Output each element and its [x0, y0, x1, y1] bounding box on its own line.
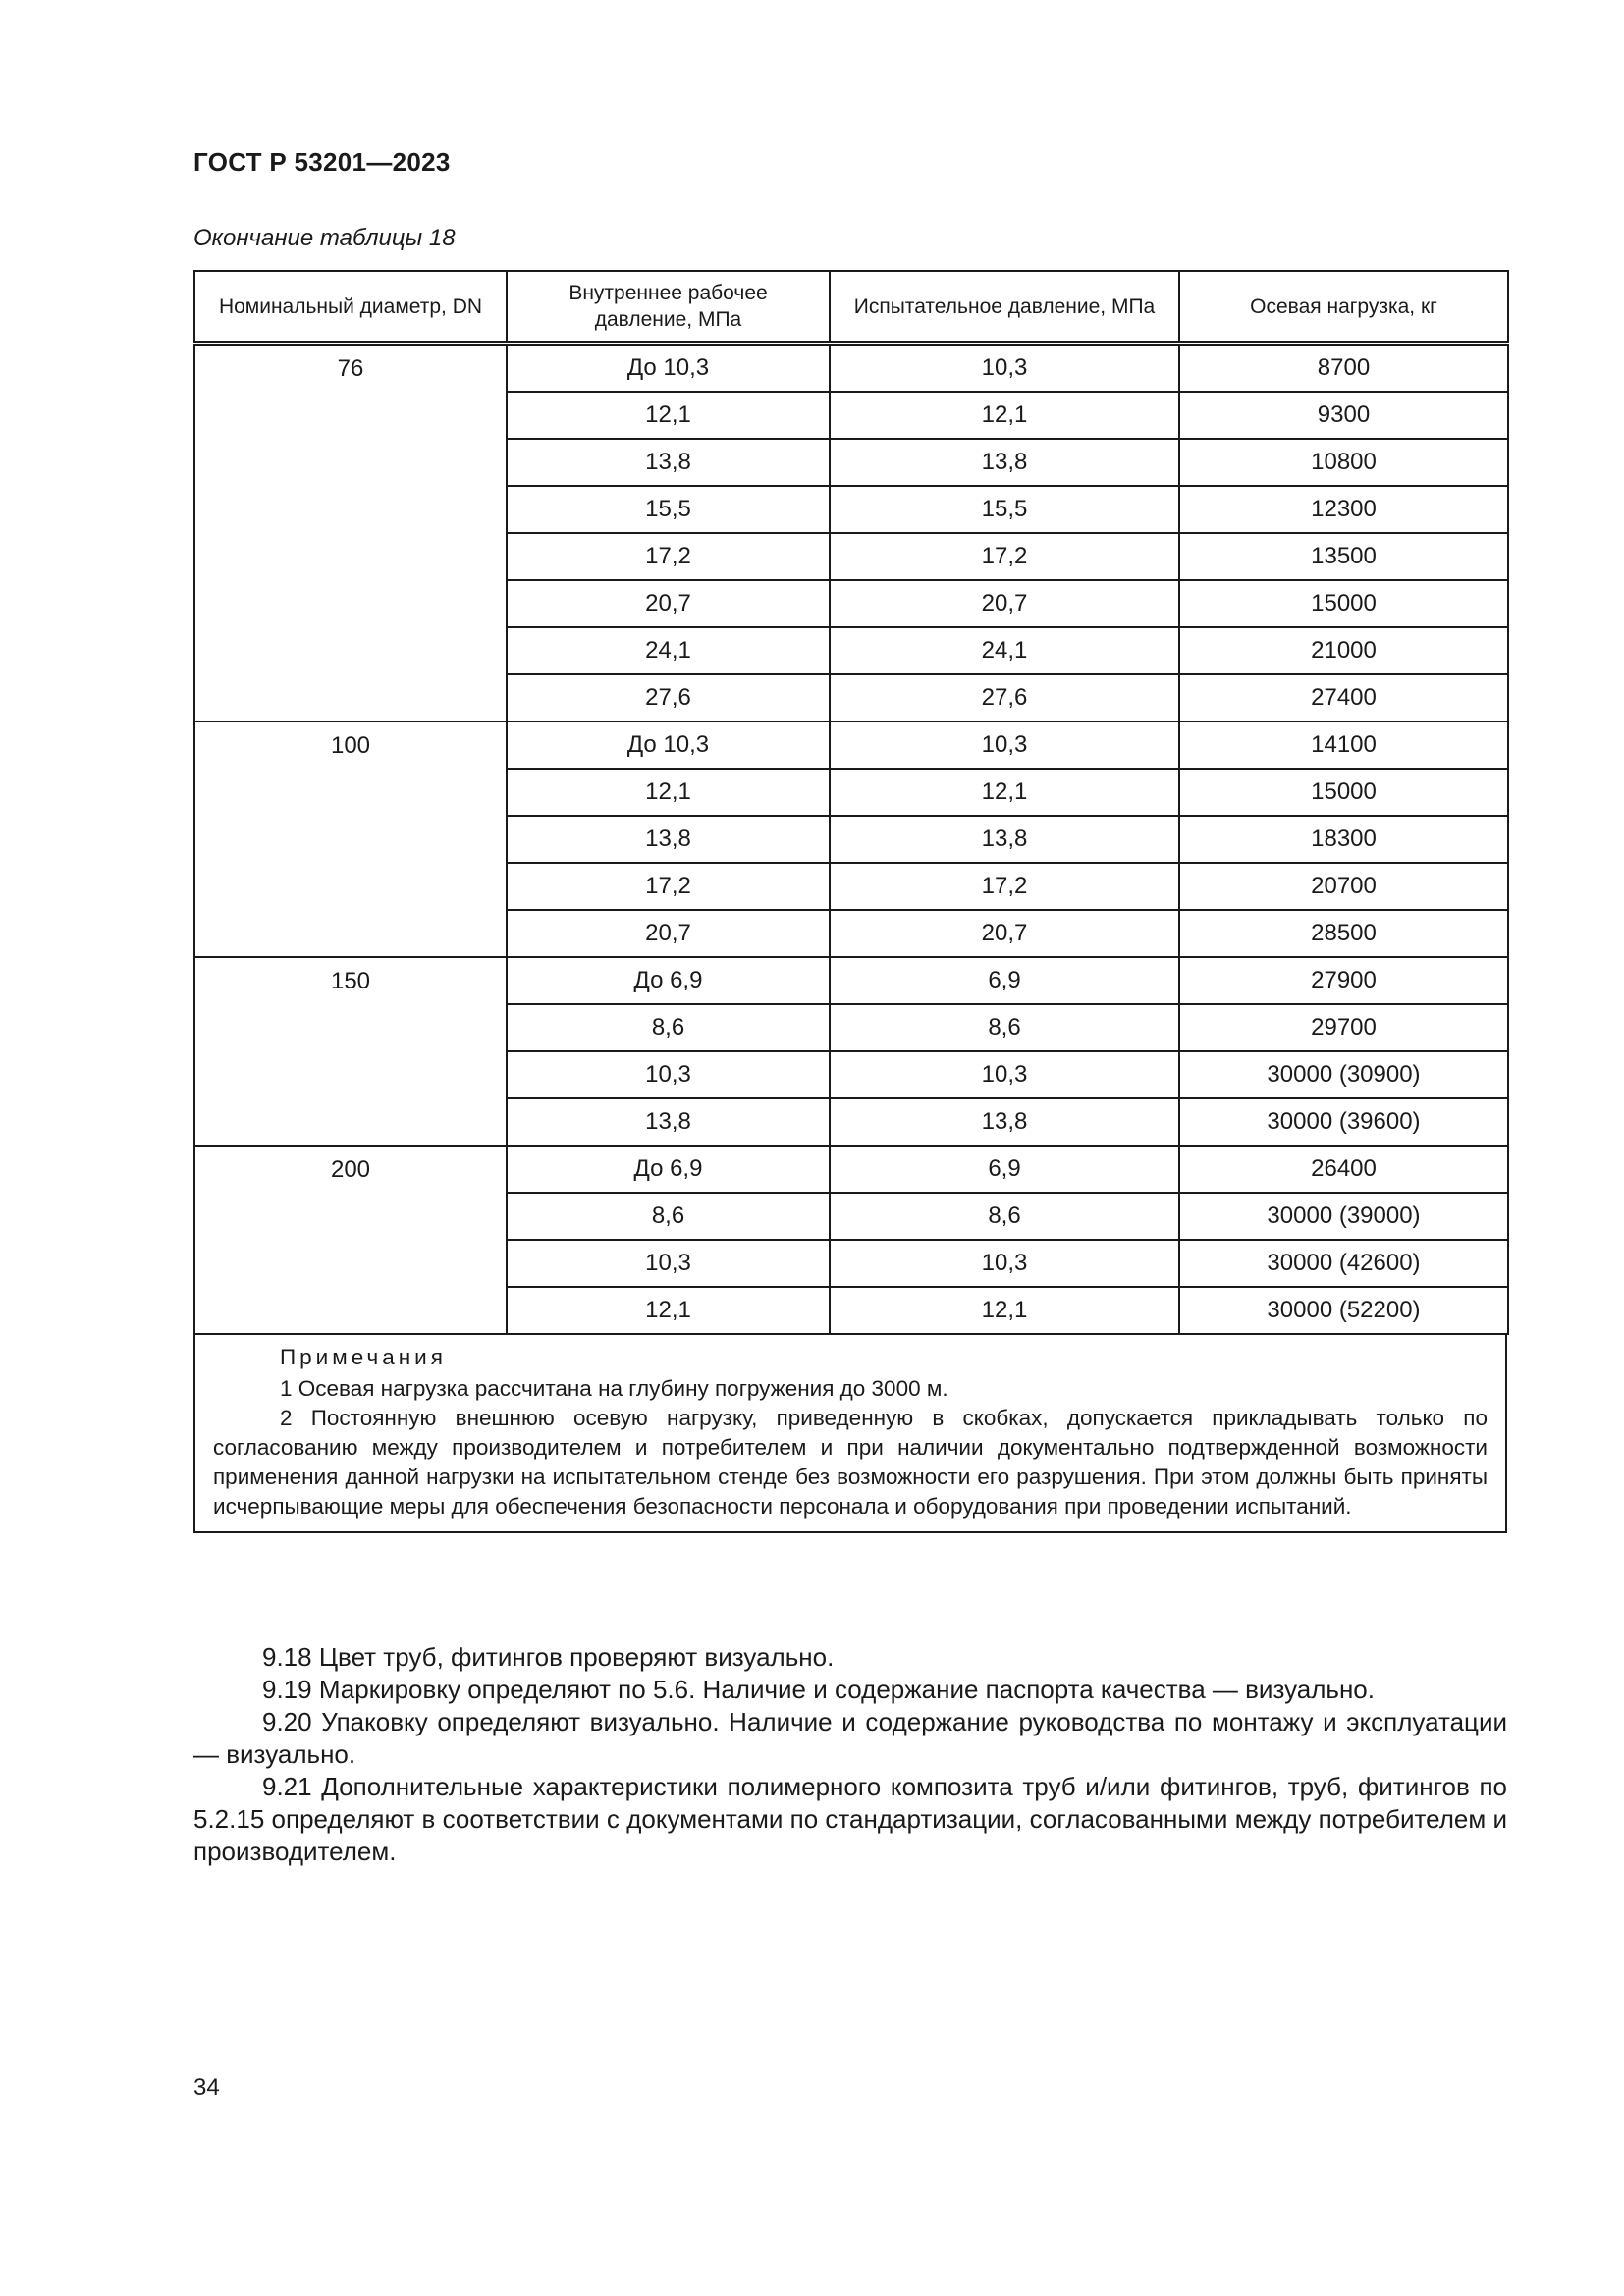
paragraph-9-21: 9.21 Дополнительные характеристики полимерного композита труб и/или фитингов, труб, фитингов по 5.2.15 определяют в соответствии с документами по стандартизации, согласованными между потребителем и производителем.: [193, 1772, 1507, 1866]
cell-axial-load: 30000 (52200): [1179, 1287, 1508, 1334]
cell-working-pressure: 20,7: [507, 910, 830, 957]
cell-test-pressure: 20,7: [830, 580, 1179, 627]
column-header-diameter: Номинальный диаметр, DN: [194, 271, 507, 344]
paragraph-9-20: 9.20 Упаковку определяют визуально. Наличие и содержание руководства по монтажу и эксплуатации — визуально.: [193, 1707, 1507, 1769]
cell-test-pressure: 17,2: [830, 863, 1179, 910]
note-item: 2 Постоянную внешнюю осевую нагрузку, приведенную в скобках, допускается прикладывать только по согласованию между производителем и потребителем и при наличии документально подтвержденной возможности применения данной нагрузки на испытательном стенде без возможности его разрушения. При этом должны быть приняты исчерпывающие меры для обеспечения безопасности персонала и оборудования при проведении испытаний.: [213, 1406, 1488, 1519]
cell-test-pressure: 6,9: [830, 957, 1179, 1004]
cell-test-pressure: 8,6: [830, 1004, 1179, 1051]
cell-working-pressure: 12,1: [507, 769, 830, 816]
cell-test-pressure: 12,1: [830, 769, 1179, 816]
table-row: [194, 344, 1508, 393]
table-caption: Окончание таблицы 18: [193, 225, 456, 251]
column-header-axial-load: Осевая нагрузка, кг: [1179, 271, 1508, 344]
notes-title: Примечания: [280, 1345, 447, 1369]
cell-test-pressure: 17,2: [830, 533, 1179, 580]
table-18-continuation: [193, 270, 1507, 1533]
cell-test-pressure: 10,3: [830, 721, 1179, 769]
cell-working-pressure: 13,8: [507, 816, 830, 863]
cell-axial-load: 20700: [1179, 863, 1508, 910]
cell-axial-load: 21000: [1179, 627, 1508, 674]
cell-working-pressure: До 10,3: [507, 721, 830, 769]
cell-axial-load: 12300: [1179, 486, 1508, 533]
cell-working-pressure: До 10,3: [507, 344, 830, 393]
cell-axial-load: 9300: [1179, 392, 1508, 439]
table-row: [194, 721, 1508, 769]
page-number: 34: [193, 2074, 220, 2101]
cell-working-pressure: 17,2: [507, 863, 830, 910]
cell-axial-load: 30000 (39000): [1179, 1193, 1508, 1240]
cell-nominal-diameter: 200: [194, 1146, 507, 1334]
cell-working-pressure: До 6,9: [507, 1146, 830, 1193]
paragraph-9-19: 9.19 Маркировку определяют по 5.6. Наличие и содержание паспорта качества — визуально.: [262, 1675, 1375, 1704]
document-id-header: ГОСТ Р 53201—2023: [193, 147, 451, 177]
cell-test-pressure: 10,3: [830, 1240, 1179, 1287]
cell-working-pressure: 10,3: [507, 1051, 830, 1098]
cell-nominal-diameter: 100: [194, 721, 507, 957]
cell-test-pressure: 27,6: [830, 674, 1179, 721]
table-row: [194, 957, 1508, 1004]
cell-test-pressure: 8,6: [830, 1193, 1179, 1240]
column-header-working-pressure: Внутреннее рабочее давление, МПа: [507, 271, 830, 344]
cell-test-pressure: 10,3: [830, 344, 1179, 393]
paragraph-9-18: 9.18 Цвет труб, фитингов проверяют визуально.: [262, 1642, 835, 1672]
cell-working-pressure: 20,7: [507, 580, 830, 627]
cell-axial-load: 13500: [1179, 533, 1508, 580]
table-notes: [193, 1335, 1507, 1533]
cell-axial-load: 27900: [1179, 957, 1508, 1004]
cell-working-pressure: 27,6: [507, 674, 830, 721]
cell-working-pressure: 8,6: [507, 1193, 830, 1240]
cell-working-pressure: 15,5: [507, 486, 830, 533]
cell-test-pressure: 13,8: [830, 439, 1179, 486]
cell-test-pressure: 13,8: [830, 1098, 1179, 1146]
cell-test-pressure: 13,8: [830, 816, 1179, 863]
cell-working-pressure: 12,1: [507, 1287, 830, 1334]
cell-working-pressure: 24,1: [507, 627, 830, 674]
cell-axial-load: 15000: [1179, 769, 1508, 816]
cell-test-pressure: 20,7: [830, 910, 1179, 957]
cell-axial-load: 26400: [1179, 1146, 1508, 1193]
cell-axial-load: 27400: [1179, 674, 1508, 721]
cell-axial-load: 15000: [1179, 580, 1508, 627]
cell-axial-load: 8700: [1179, 344, 1508, 393]
column-header-test-pressure: Испытательное давление, МПа: [830, 271, 1179, 344]
pressure-load-table: [193, 270, 1509, 1335]
cell-working-pressure: 8,6: [507, 1004, 830, 1051]
cell-working-pressure: 13,8: [507, 439, 830, 486]
cell-working-pressure: 13,8: [507, 1098, 830, 1146]
note-item: 1 Осевая нагрузка рассчитана на глубину погружения до 3000 м.: [280, 1376, 948, 1401]
cell-axial-load: 30000 (39600): [1179, 1098, 1508, 1146]
table-header-row: [194, 271, 1508, 344]
cell-working-pressure: 12,1: [507, 392, 830, 439]
cell-axial-load: 14100: [1179, 721, 1508, 769]
table-body: [194, 344, 1508, 1335]
cell-test-pressure: 24,1: [830, 627, 1179, 674]
table-row: [194, 1146, 1508, 1193]
body-text: [193, 1641, 1507, 1868]
cell-axial-load: 18300: [1179, 816, 1508, 863]
cell-axial-load: 30000 (42600): [1179, 1240, 1508, 1287]
cell-test-pressure: 10,3: [830, 1051, 1179, 1098]
cell-nominal-diameter: 150: [194, 957, 507, 1146]
cell-working-pressure: До 6,9: [507, 957, 830, 1004]
cell-test-pressure: 12,1: [830, 392, 1179, 439]
cell-axial-load: 29700: [1179, 1004, 1508, 1051]
cell-test-pressure: 12,1: [830, 1287, 1179, 1334]
cell-test-pressure: 15,5: [830, 486, 1179, 533]
cell-test-pressure: 6,9: [830, 1146, 1179, 1193]
cell-working-pressure: 17,2: [507, 533, 830, 580]
cell-working-pressure: 10,3: [507, 1240, 830, 1287]
cell-axial-load: 30000 (30900): [1179, 1051, 1508, 1098]
cell-axial-load: 28500: [1179, 910, 1508, 957]
cell-nominal-diameter: 76: [194, 344, 507, 722]
cell-axial-load: 10800: [1179, 439, 1508, 486]
